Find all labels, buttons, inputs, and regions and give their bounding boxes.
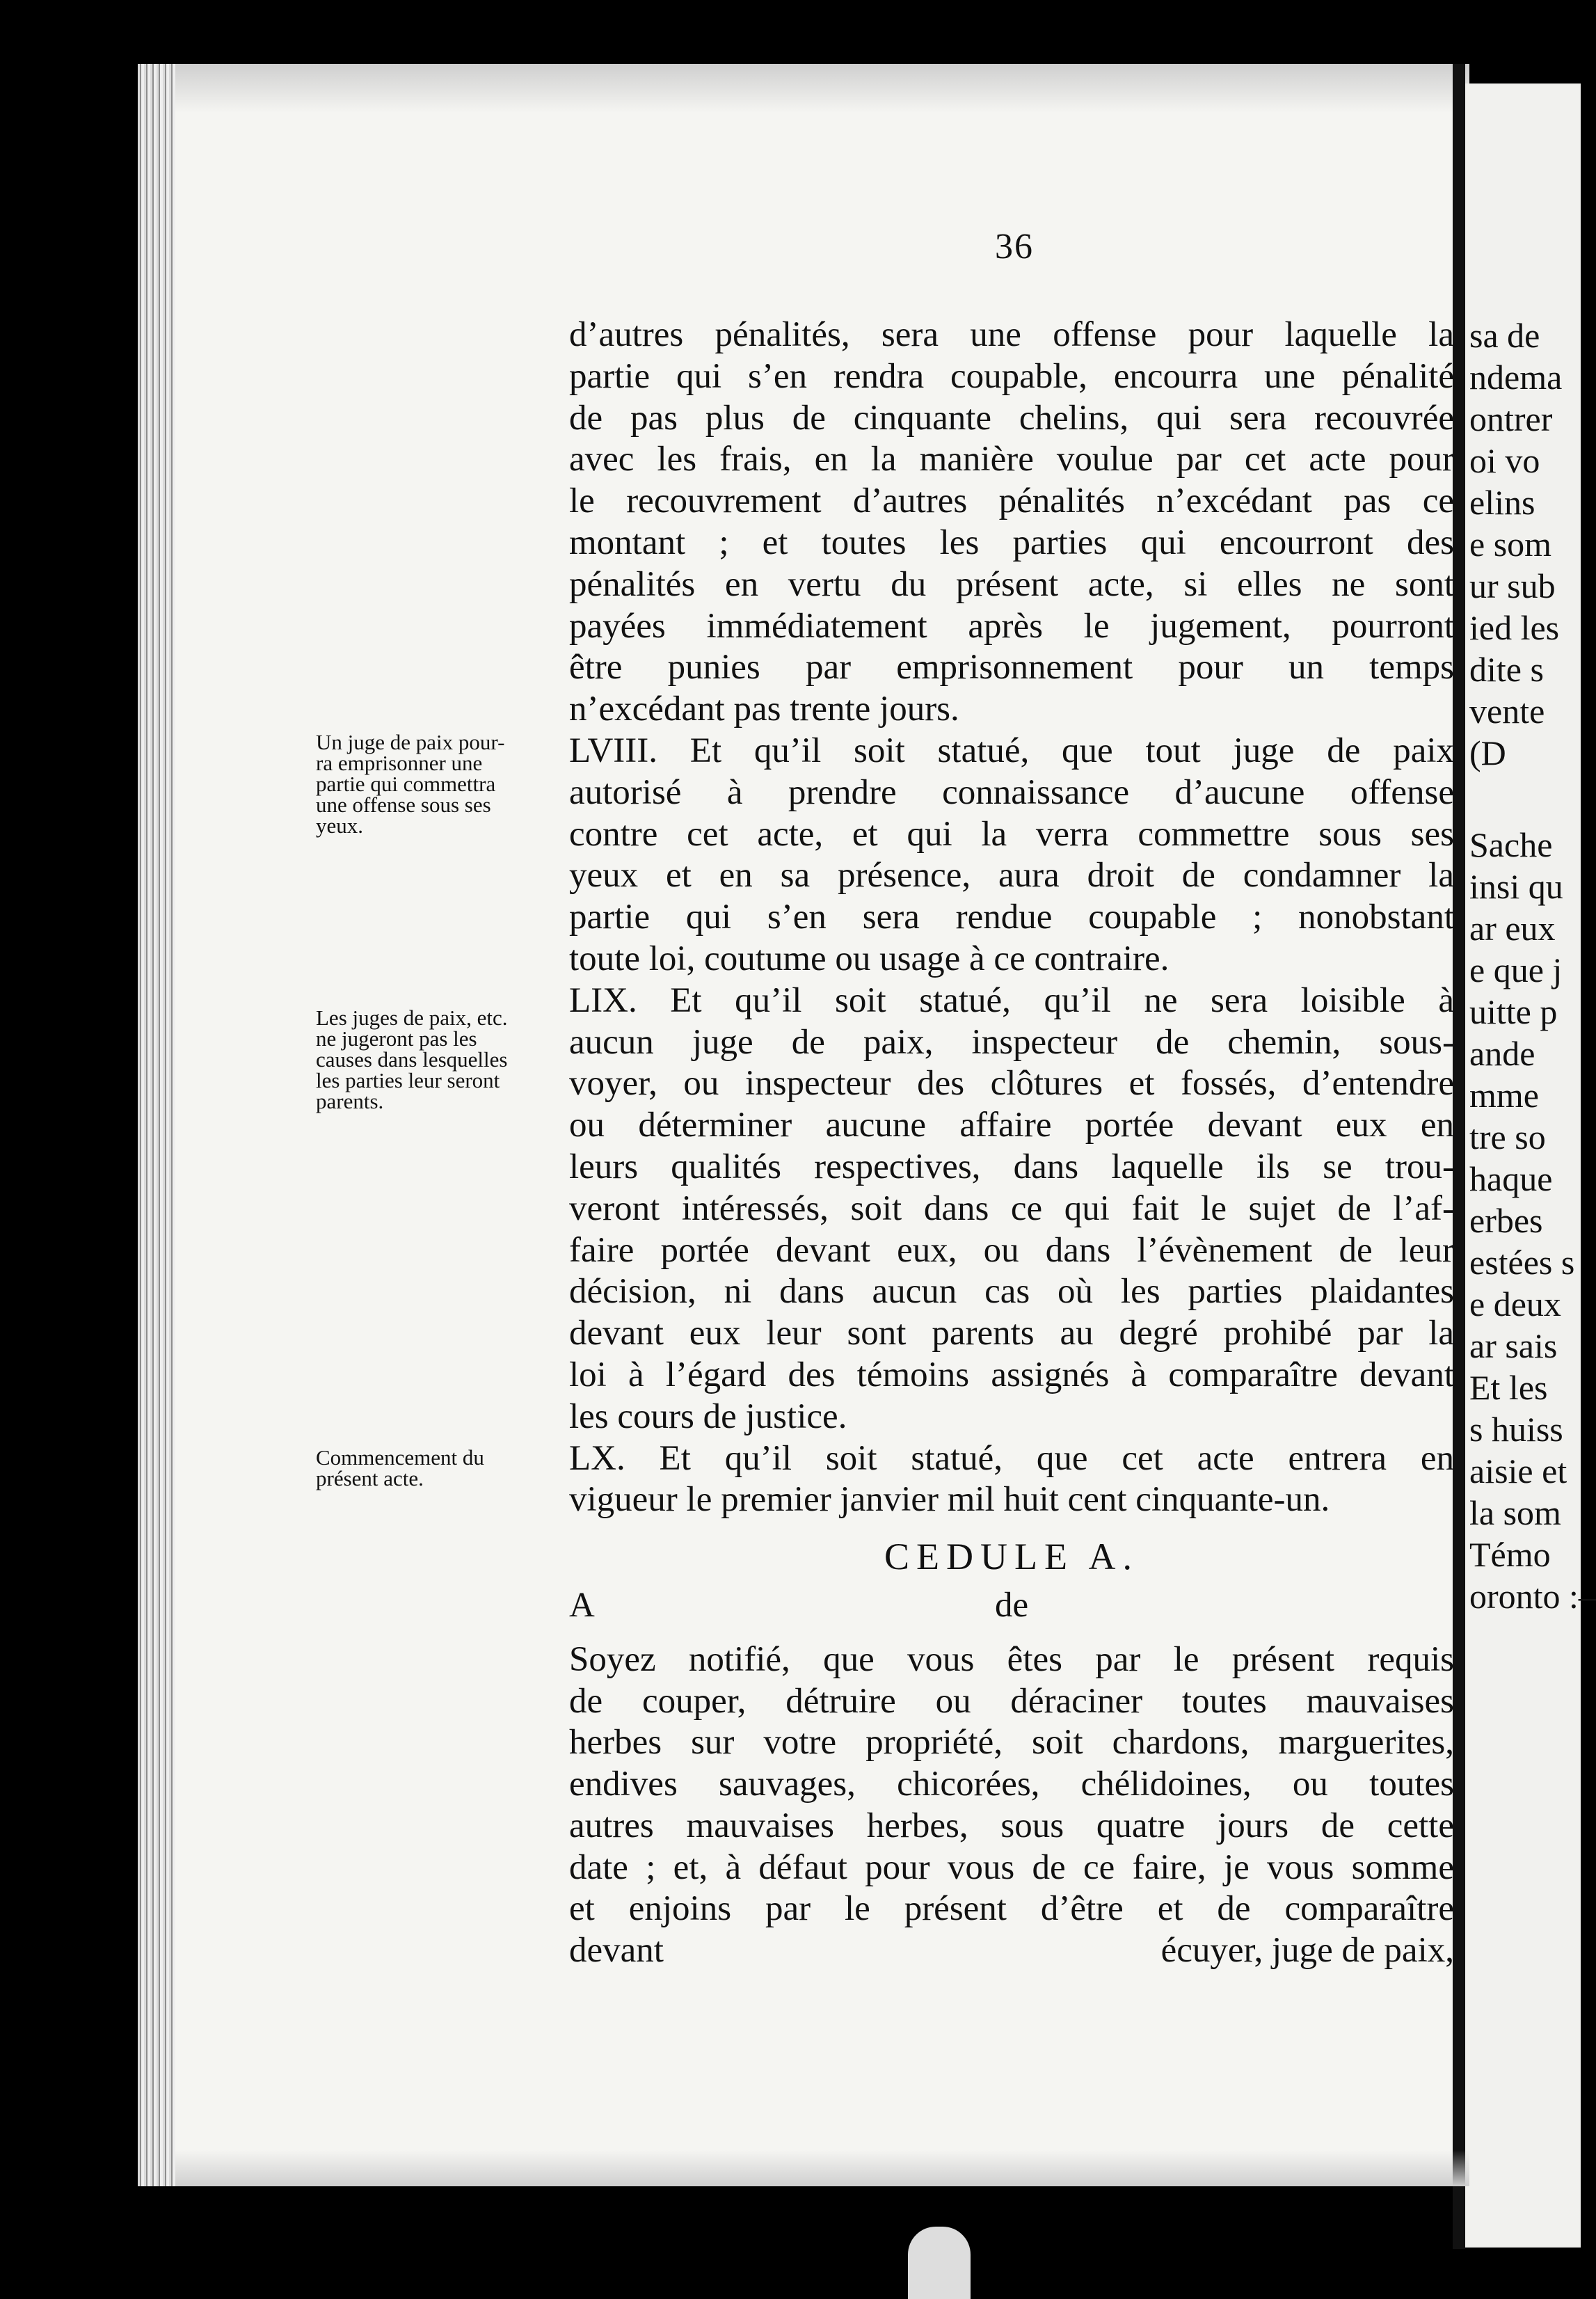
body-line: loi à l’égard des témoins assignés à comparaître devant [569, 1355, 1454, 1394]
schedule-line: et enjoins par le présent d’être et de comparaître [569, 1889, 1454, 1929]
facing-fragment: insi qu [1469, 867, 1563, 906]
facing-page-fragments [1465, 315, 1596, 1617]
body-line: payées immédiatement après le jugement, pourront [569, 606, 1454, 646]
facing-fragment: s huiss [1469, 1410, 1563, 1449]
margin-note-line: Commencement du [316, 1445, 484, 1470]
facing-fragment: vente [1469, 692, 1545, 731]
body-line: décision, ni dans aucun cas où les parties plaidantes [569, 1272, 1454, 1312]
facing-fragment: ndema [1469, 358, 1563, 397]
margin-note-line: présent acte. [316, 1466, 424, 1490]
body-line: devant eux leur sont parents au degré prohibé par la [569, 1314, 1454, 1353]
page-top-shadow [175, 64, 1469, 113]
body-line: montant ; et toutes les parties qui encourront des [569, 523, 1454, 562]
body-line: pénalités en vertu du présent acte, si elles ne sont [569, 564, 1454, 604]
facing-fragment: mme [1469, 1076, 1539, 1115]
scanner-thumb [908, 2227, 971, 2299]
facing-fragment: elins [1469, 483, 1535, 522]
facing-page [1465, 83, 1596, 2248]
facing-fragment: ande [1469, 1034, 1535, 1073]
facing-fragment: aisie et [1469, 1451, 1567, 1490]
margin-note-juge-emprisonner [316, 732, 566, 836]
margin-note-line: ne jugeront pas les [316, 1026, 477, 1051]
body-line: faire portée devant eux, ou dans l’évènement de leur [569, 1230, 1454, 1270]
margin-note-line: ra emprisonner une [316, 751, 483, 775]
facing-fragment: oronto :– [1469, 1577, 1596, 1616]
margin-note-juges-parents [316, 1005, 566, 1113]
margin-note-line: les parties leur seront [316, 1068, 500, 1092]
schedule-line: herbes sur votre propriété, soit chardons, marguerites, [569, 1723, 1454, 1763]
address-line [569, 1585, 1454, 1627]
body-line: avec les frais, en la manière voulue par cet acte pour [569, 440, 1454, 479]
body-line: contre cet acte, et qui la verra commettre sous ses [569, 814, 1454, 854]
body-line: être punies par emprisonnement pour un temps [569, 648, 1454, 687]
schedule-line: Soyez notifié, que vous êtes par le présent requis [569, 1639, 1454, 1679]
body-line: les cours de justice. [569, 1397, 847, 1436]
facing-fragment: ur sub [1469, 566, 1556, 605]
facing-fragment: estées s [1469, 1243, 1575, 1282]
body-lines [569, 315, 1454, 1521]
margin-note-line: Les juges de paix, etc. [316, 1005, 508, 1030]
ecuyer-label: écuyer, juge de paix, [1160, 1931, 1454, 1971]
body-line: yeux et en sa présence, aura droit de condamner la [569, 856, 1454, 896]
facing-fragment: tre so [1469, 1117, 1546, 1156]
body-line: vigueur le premier janvier mil huit cent cinquante-un. [569, 1480, 1330, 1520]
margin-note-line: causes dans lesquelles [316, 1047, 508, 1072]
facing-fragment: uitte p [1469, 992, 1558, 1031]
body-line: voyer, ou inspecteur des clôtures et fossés, d’entendre [569, 1064, 1454, 1104]
body-line: LVIII. Et qu’il soit statué, que tout juge de paix [569, 731, 1454, 770]
facing-fragment: e som [1469, 525, 1552, 564]
body-line: aucun juge de paix, inspecteur de chemin, sous- [569, 1022, 1454, 1062]
body-line: partie qui s’en rendra coupable, encourra une pénalité [569, 356, 1454, 396]
margin-note-line: partie qui commettra [316, 772, 496, 796]
facing-fragment: e que j [1469, 950, 1563, 989]
facing-fragment: Sache [1469, 825, 1553, 864]
facing-fragment: Et les [1469, 1368, 1548, 1407]
page-stack-edges [138, 64, 179, 2186]
address-of: de [995, 1585, 1029, 1625]
body-line: leurs qualités respectives, dans laquelle ils se trou- [569, 1147, 1454, 1186]
margin-note-line: yeux. [316, 813, 364, 838]
devant-label: devant [569, 1931, 664, 1971]
facing-fragment: haque [1469, 1159, 1553, 1198]
page-number: 36 [995, 227, 1034, 267]
body-line: partie qui s’en sera rendue coupable ; nonobstant [569, 898, 1454, 937]
facing-fragment: ar sais [1469, 1326, 1558, 1365]
body-line: ou déterminer aucune affaire portée devant eux en [569, 1106, 1454, 1145]
margin-note-line: une offense sous ses [316, 793, 491, 817]
schedule-heading: CEDULE A. [884, 1536, 1139, 1578]
facing-fragment: erbes [1469, 1201, 1543, 1240]
facing-fragment: e deux [1469, 1284, 1561, 1323]
body-line: veront intéressés, soit dans ce qui fait le sujet de l’af- [569, 1188, 1454, 1228]
page-bottom-shadow [175, 2150, 1469, 2186]
book-gutter [1453, 64, 1465, 2249]
facing-fragment: sa de [1469, 316, 1540, 355]
body-line: n’excédant pas trente jours. [569, 690, 959, 729]
schedule-line: date ; et, à défaut pour vous de ce faire, je vous somme [569, 1847, 1454, 1887]
margin-note-line: parents. [316, 1089, 384, 1113]
facing-fragment: (D [1469, 733, 1506, 772]
facing-fragment: ied les [1469, 608, 1560, 647]
schedule-line: endives sauvages, chicorées, chélidoines, ou toutes [569, 1765, 1454, 1804]
body-line: autorisé à prendre connaissance d’aucune offense [569, 772, 1454, 812]
margin-note-commencement [316, 1447, 566, 1489]
facing-fragment: ontrer [1469, 399, 1553, 438]
schedule-line: autres mauvaises herbes, sous quatre jours de cette [569, 1806, 1454, 1845]
devant-line [569, 1930, 1454, 1972]
body-line: toute loi, coutume ou usage à ce contraire. [569, 939, 1170, 978]
body-text [569, 315, 1454, 1972]
body-line: LIX. Et qu’il soit statué, qu’il ne sera loisible à [569, 980, 1454, 1020]
body-line: de pas plus de cinquante chelins, qui sera recouvrée [569, 398, 1454, 438]
body-line: LX. Et qu’il soit statué, que cet acte entrera en [569, 1438, 1454, 1478]
body-line: d’autres pénalités, sera une offense pour laquelle la [569, 315, 1454, 354]
body-line: le recouvrement d’autres pénalités n’excédant pas ce [569, 482, 1454, 521]
facing-fragment: dite s [1469, 650, 1544, 689]
schedule-lines [569, 1639, 1454, 1931]
facing-fragment: ar eux [1469, 909, 1556, 948]
facing-fragment: Témo [1469, 1535, 1551, 1574]
facing-fragment: la som [1469, 1493, 1561, 1532]
facing-fragment: oi vo [1469, 441, 1540, 480]
schedule-line: de couper, détruire ou déraciner toutes mauvaises [569, 1681, 1454, 1721]
margin-note-line: Un juge de paix pour- [316, 730, 505, 754]
address-to: A [569, 1585, 595, 1625]
